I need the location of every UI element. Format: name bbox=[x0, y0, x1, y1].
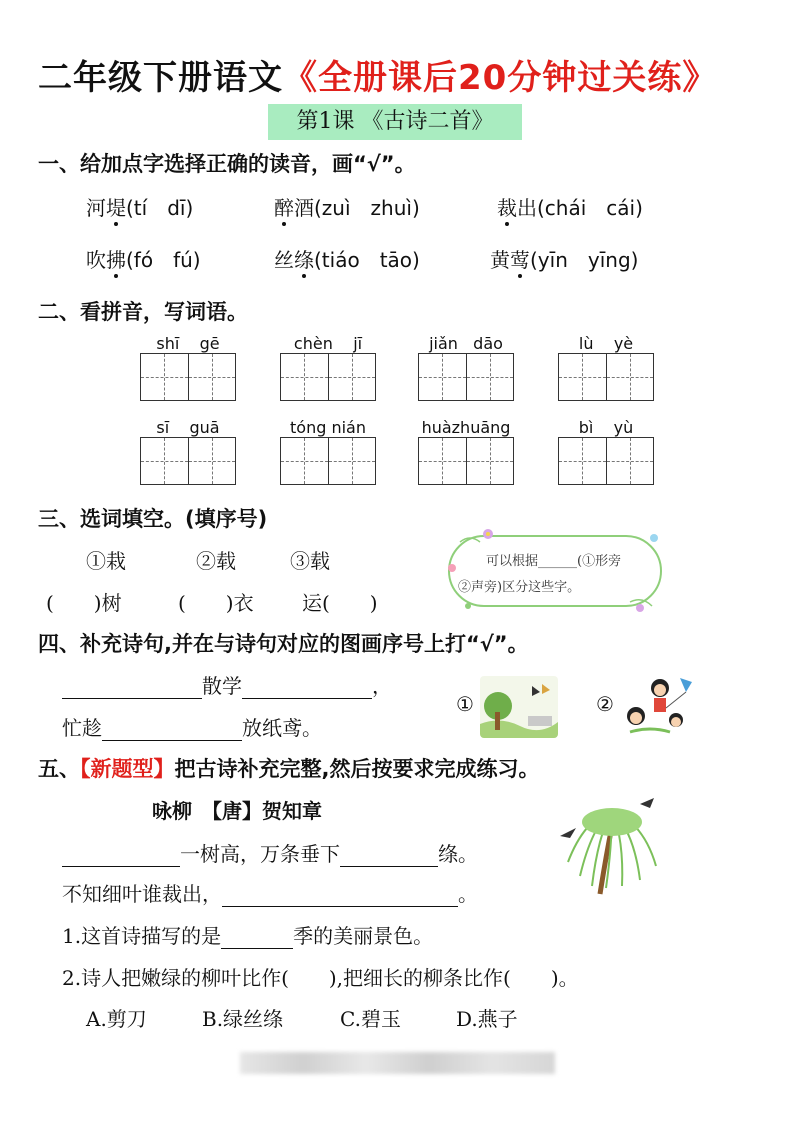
option-3: ③载 bbox=[290, 549, 330, 573]
option-1: ①栽 bbox=[86, 549, 126, 573]
question-2[interactable]: 2.诗人把嫩绿的柳叶比作( ),把细长的柳条比作( )。 bbox=[62, 966, 579, 990]
title-prefix: 二年级下册语文 bbox=[38, 58, 283, 98]
new-question-tag: 【新题型】 bbox=[80, 757, 175, 781]
fill-blank-2[interactable]: ( )衣 bbox=[178, 591, 254, 615]
school-kids-picture-icon bbox=[480, 676, 558, 738]
choice-a: A.剪刀 bbox=[86, 1007, 147, 1031]
section-3-heading: 三、选词填空。(填序号) bbox=[38, 507, 268, 531]
pronunciation-item[interactable]: 河堤(tí dī) bbox=[86, 192, 193, 221]
pronunciation-item[interactable]: 丝绦(tiáo tāo) bbox=[274, 244, 420, 273]
option-2: ②载 bbox=[196, 549, 236, 573]
word-box[interactable]: huàzhuāng bbox=[418, 418, 514, 485]
word-box[interactable]: sī guā bbox=[140, 418, 236, 485]
answer-blank[interactable] bbox=[62, 698, 202, 699]
writing-grid[interactable] bbox=[558, 437, 654, 485]
question-1: 1.这首诗描写的是 季的美丽景色。 bbox=[62, 924, 434, 948]
poem-line-1: 散学 ， bbox=[62, 670, 392, 699]
picture-1-label[interactable]: ① bbox=[456, 692, 474, 716]
fill-blank-3[interactable]: 运( ) bbox=[302, 591, 378, 615]
word-box[interactable]: tóng nián bbox=[280, 418, 376, 485]
writing-grid[interactable] bbox=[140, 437, 236, 485]
picture-2-label[interactable]: ② bbox=[596, 692, 614, 716]
blurred-watermark bbox=[240, 1052, 555, 1074]
word-box[interactable]: lù yè bbox=[558, 334, 654, 401]
lesson-title: 第1课 《古诗二首》 bbox=[268, 104, 522, 140]
pronunciation-item[interactable]: 吹拂(fó fú) bbox=[86, 244, 201, 273]
flower-decoration-icon bbox=[440, 522, 670, 617]
poem-title: 咏柳 【唐】贺知章 bbox=[152, 799, 322, 823]
title-highlight: 《全册课后20分钟过关练》 bbox=[283, 58, 718, 98]
hint-text-2: ②声旁)区分这些字。 bbox=[458, 580, 581, 595]
word-box[interactable]: jiǎn dāo bbox=[418, 334, 514, 401]
word-box[interactable]: bì yù bbox=[558, 418, 654, 485]
writing-grid[interactable] bbox=[280, 353, 376, 401]
answer-blank[interactable] bbox=[340, 866, 438, 867]
page-title bbox=[38, 50, 717, 99]
answer-blank[interactable] bbox=[102, 740, 242, 741]
willow-line-1: 一树高，万条垂下 绦。 bbox=[62, 838, 478, 867]
section-5-heading: 五、【新题型】把古诗补充完整,然后按要求完成练习。 bbox=[38, 757, 540, 781]
answer-blank[interactable] bbox=[62, 866, 180, 867]
section-1-heading: 一、给加点字选择正确的读音，画“√”。 bbox=[38, 152, 416, 176]
poem-line-2: 忙趁 放纸鸢。 bbox=[62, 716, 322, 740]
writing-grid[interactable] bbox=[280, 437, 376, 485]
choice-c: C.碧玉 bbox=[340, 1007, 401, 1031]
pronunciation-item[interactable]: 裁出(chái cái) bbox=[497, 192, 643, 221]
pronunciation-item[interactable]: 黄莺(yīn yīng) bbox=[490, 244, 638, 273]
answer-blank[interactable] bbox=[221, 948, 293, 949]
choice-b: B.绿丝绦 bbox=[202, 1007, 284, 1031]
fill-blank-1[interactable]: ( )树 bbox=[46, 591, 122, 615]
section-4-heading: 四、补充诗句,并在与诗句对应的图画序号上打“√”。 bbox=[38, 632, 529, 656]
word-box[interactable]: shī gē bbox=[140, 334, 236, 401]
choice-d: D.燕子 bbox=[456, 1007, 518, 1031]
answer-blank[interactable] bbox=[242, 698, 372, 699]
willow-line-2: 不知细叶谁裁出， 。 bbox=[62, 882, 478, 906]
willow-tree-picture-icon bbox=[556, 796, 666, 896]
hint-text-1: 可以根据______(①形旁 bbox=[486, 554, 622, 569]
writing-grid[interactable] bbox=[140, 353, 236, 401]
answer-blank[interactable] bbox=[222, 906, 458, 907]
writing-grid[interactable] bbox=[418, 353, 514, 401]
pronunciation-item[interactable]: 醉酒(zuì zhuì) bbox=[274, 192, 420, 221]
section-2-heading: 二、看拼音，写词语。 bbox=[38, 300, 248, 324]
word-box[interactable]: chèn jī bbox=[280, 334, 376, 401]
kite-kids-picture-icon bbox=[620, 672, 698, 738]
writing-grid[interactable] bbox=[558, 353, 654, 401]
writing-grid[interactable] bbox=[418, 437, 514, 485]
